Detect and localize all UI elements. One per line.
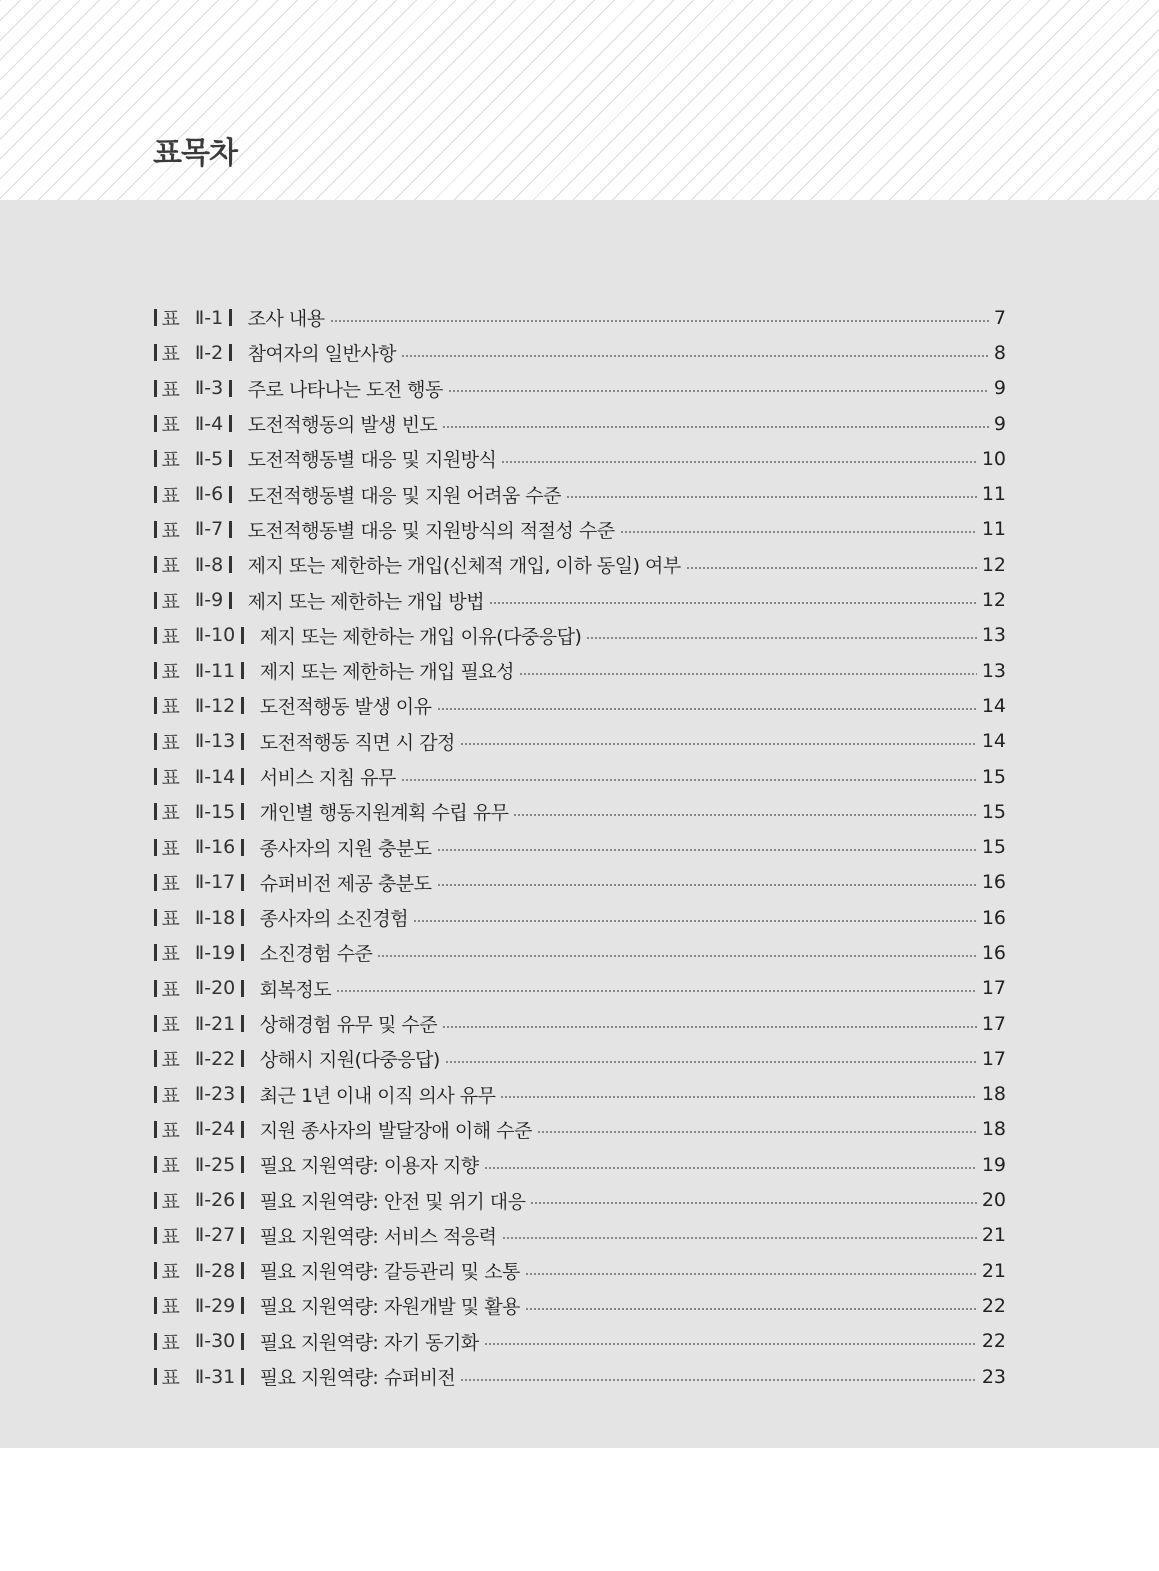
toc-entry[interactable] — [154, 618, 1006, 653]
entry-title: 제지 또는 제한하는 개입 방법 — [247, 590, 485, 613]
toc-entry[interactable] — [154, 1147, 1006, 1182]
entry-title: 필요 지원역량: 슈퍼비전 — [259, 1367, 456, 1390]
label-bracket-right — [241, 944, 244, 961]
entry-page-number: 18 — [981, 1083, 1006, 1106]
entry-page-number: 21 — [981, 1224, 1006, 1247]
label-bracket-left — [154, 309, 157, 326]
label-bracket-right — [241, 803, 244, 820]
entry-page-number: 17 — [981, 977, 1006, 1000]
toc-entry[interactable] — [154, 1112, 1006, 1147]
label-bracket-right — [241, 733, 244, 750]
entry-page-number: 20 — [981, 1189, 1006, 1212]
dot-leader — [489, 602, 977, 604]
label-bracket-left — [154, 944, 157, 961]
label-bracket-right — [241, 697, 244, 714]
label-bracket-left — [154, 1192, 157, 1209]
entry-label — [154, 587, 232, 614]
label-prefix: 표 — [161, 308, 180, 331]
entry-label — [154, 551, 232, 578]
entry-label — [154, 834, 244, 861]
label-bracket-right — [229, 415, 232, 432]
entry-page-number: 11 — [981, 483, 1006, 506]
label-bracket-left — [154, 344, 157, 361]
label-bracket-left — [154, 768, 157, 785]
entry-page-number: 17 — [981, 1047, 1006, 1070]
label-bracket-right — [241, 1227, 244, 1244]
entry-title: 도전적행동의 발생 빈도 — [247, 414, 438, 437]
entry-label — [154, 904, 244, 931]
dot-leader — [460, 1379, 977, 1381]
entry-title: 참여자의 일반사항 — [247, 343, 397, 366]
entry-title: 상해경험 유무 및 수준 — [259, 1014, 438, 1037]
dot-leader — [502, 1237, 977, 1239]
dot-leader — [445, 1061, 977, 1063]
toc-entry[interactable] — [154, 1359, 1006, 1394]
entry-page-number: 22 — [981, 1294, 1006, 1317]
entry-page-number: 17 — [981, 1012, 1006, 1035]
label-number: Ⅱ-19 — [194, 941, 236, 964]
label-prefix: 표 — [161, 943, 180, 966]
entry-title: 개인별 행동지원계획 수립 유무 — [259, 802, 509, 825]
entry-page-number: 15 — [981, 765, 1006, 788]
entry-title: 도전적행동별 대응 및 지원 어려움 수준 — [247, 484, 562, 507]
dot-leader — [530, 1202, 976, 1204]
entry-title: 제지 또는 제한하는 개입 필요성 — [259, 661, 515, 684]
label-bracket-left — [154, 697, 157, 714]
label-number: Ⅱ-13 — [194, 730, 236, 753]
dot-leader — [437, 708, 977, 710]
label-prefix: 표 — [161, 802, 180, 825]
entry-label — [154, 410, 232, 437]
entry-title: 최근 1년 이내 이직 의사 유무 — [259, 1084, 496, 1107]
entry-page-number: 7 — [993, 306, 1006, 329]
entry-title: 필요 지원역량: 자기 동기화 — [259, 1331, 479, 1354]
toc-entry[interactable] — [154, 865, 1006, 900]
entry-page-number: 9 — [993, 377, 1006, 400]
toc-entry[interactable] — [154, 829, 1006, 864]
label-bracket-left — [154, 662, 157, 679]
toc-entry[interactable] — [154, 653, 1006, 688]
dot-leader — [460, 743, 977, 745]
label-bracket-right — [241, 980, 244, 997]
label-bracket-left — [154, 1156, 157, 1173]
label-number: Ⅱ-20 — [194, 977, 236, 1000]
label-prefix: 표 — [161, 1119, 180, 1142]
label-prefix: 표 — [161, 449, 180, 472]
dot-leader — [437, 849, 977, 851]
dot-leader — [525, 1273, 977, 1275]
label-bracket-right — [241, 1297, 244, 1314]
label-number: Ⅱ-3 — [194, 377, 224, 400]
label-number: Ⅱ-18 — [194, 906, 236, 929]
label-bracket-left — [154, 1086, 157, 1103]
label-bracket-left — [154, 1121, 157, 1138]
label-prefix: 표 — [161, 555, 180, 578]
label-prefix: 표 — [161, 519, 180, 542]
toc-entry[interactable] — [154, 547, 1006, 582]
label-bracket-right — [241, 1086, 244, 1103]
label-prefix: 표 — [161, 1296, 180, 1319]
toc-entry[interactable] — [154, 1041, 1006, 1076]
entry-title: 도전적행동 직면 시 감정 — [259, 731, 455, 754]
dot-leader — [519, 673, 977, 675]
entry-title: 종사자의 소진경험 — [259, 908, 409, 931]
label-number: Ⅱ-31 — [194, 1365, 236, 1388]
entry-page-number: 11 — [981, 518, 1006, 541]
label-prefix: 표 — [161, 1049, 180, 1072]
label-bracket-left — [154, 556, 157, 573]
label-bracket-right — [241, 874, 244, 891]
label-bracket-left — [154, 1297, 157, 1314]
entry-page-number: 21 — [981, 1259, 1006, 1282]
label-bracket-left — [154, 1333, 157, 1350]
dot-leader — [484, 1343, 977, 1345]
label-prefix: 표 — [161, 484, 180, 507]
dot-leader — [537, 1131, 977, 1133]
entry-title: 서비스 지침 유무 — [259, 767, 396, 789]
label-number: Ⅱ-22 — [194, 1047, 236, 1070]
entry-title: 필요 지원역량: 갈등관리 및 소통 — [259, 1261, 520, 1284]
dot-leader — [401, 779, 977, 781]
dot-leader — [501, 461, 976, 463]
entry-label — [154, 763, 244, 790]
label-bracket-left — [154, 733, 157, 750]
dot-leader — [686, 567, 977, 569]
label-bracket-left — [154, 1227, 157, 1244]
dot-leader — [437, 884, 977, 886]
label-bracket-right — [241, 1333, 244, 1350]
label-prefix: 표 — [161, 1367, 180, 1390]
label-bracket-left — [154, 592, 157, 609]
entry-page-number: 16 — [981, 871, 1006, 894]
label-prefix: 표 — [161, 696, 180, 719]
entry-label — [154, 445, 232, 472]
page-title: 표목차 — [153, 136, 237, 171]
dot-leader — [442, 426, 989, 428]
label-number: Ⅱ-30 — [194, 1330, 236, 1353]
label-bracket-right — [241, 768, 244, 785]
entry-page-number: 13 — [981, 624, 1006, 647]
toc-entry[interactable] — [154, 759, 1006, 794]
toc-entry[interactable] — [154, 1182, 1006, 1217]
label-number: Ⅱ-15 — [194, 800, 236, 823]
entry-page-number: 12 — [981, 589, 1006, 612]
toc-entry[interactable] — [154, 371, 1006, 406]
entry-label — [154, 375, 232, 402]
label-prefix: 표 — [161, 414, 180, 437]
entry-label — [154, 869, 244, 896]
toc-entry[interactable] — [154, 688, 1006, 723]
entry-page-number: 10 — [981, 447, 1006, 470]
toc-entry[interactable] — [154, 1253, 1006, 1288]
label-number: Ⅱ-16 — [194, 836, 236, 859]
entry-label — [154, 1292, 244, 1319]
label-bracket-left — [154, 909, 157, 926]
label-prefix: 표 — [161, 1155, 180, 1178]
label-prefix: 표 — [161, 1084, 180, 1107]
label-bracket-left — [154, 521, 157, 538]
label-bracket-right — [229, 556, 232, 573]
dot-leader — [330, 320, 989, 322]
entry-label — [154, 728, 244, 755]
entry-page-number: 15 — [981, 800, 1006, 823]
label-bracket-left — [154, 980, 157, 997]
entry-label — [154, 1328, 244, 1355]
entry-label — [154, 1045, 244, 1072]
entry-label — [154, 481, 232, 508]
entry-label — [154, 1081, 244, 1108]
label-bracket-right — [241, 1192, 244, 1209]
entry-title: 필요 지원역량: 안전 및 위기 대응 — [259, 1190, 526, 1213]
label-bracket-left — [154, 415, 157, 432]
entry-title: 조사 내용 — [247, 308, 325, 331]
entry-label — [154, 798, 244, 825]
toc-entry[interactable] — [154, 1288, 1006, 1323]
label-number: Ⅱ-7 — [194, 518, 224, 541]
dot-leader — [513, 814, 976, 816]
label-prefix: 표 — [161, 767, 180, 789]
entry-page-number: 23 — [981, 1365, 1006, 1388]
entry-page-number: 19 — [981, 1153, 1006, 1176]
label-prefix: 표 — [161, 625, 180, 648]
label-prefix: 표 — [161, 1225, 180, 1248]
label-number: Ⅱ-10 — [194, 624, 236, 647]
label-prefix: 표 — [161, 590, 180, 613]
entry-title: 종사자의 지원 충분도 — [259, 837, 432, 860]
entry-label — [154, 339, 232, 366]
entry-title: 회복정도 — [259, 978, 332, 1001]
label-number: Ⅱ-11 — [194, 659, 236, 682]
entry-page-number: 14 — [981, 694, 1006, 717]
entry-label — [154, 657, 244, 684]
label-bracket-left — [154, 874, 157, 891]
toc-entry[interactable] — [154, 1077, 1006, 1112]
label-bracket-left — [154, 450, 157, 467]
label-prefix: 표 — [161, 661, 180, 684]
label-number: Ⅱ-26 — [194, 1189, 236, 1212]
label-bracket-right — [229, 486, 232, 503]
entry-title: 슈퍼비전 제공 충분도 — [259, 872, 432, 895]
entry-title: 제지 또는 제한하는 개입 이유(다중응답) — [259, 625, 582, 648]
dot-leader — [500, 1096, 976, 1098]
label-bracket-right — [229, 521, 232, 538]
entry-page-number: 13 — [981, 659, 1006, 682]
toc-entry[interactable] — [154, 476, 1006, 511]
toc-entry[interactable] — [154, 1218, 1006, 1253]
label-prefix: 표 — [161, 872, 180, 895]
toc-entry[interactable] — [154, 512, 1006, 547]
label-number: Ⅱ-4 — [194, 412, 224, 435]
entry-title: 지원 종사자의 발달장애 이해 수준 — [259, 1119, 532, 1142]
dot-leader — [586, 637, 976, 639]
label-bracket-right — [241, 909, 244, 926]
entry-label — [154, 692, 244, 719]
label-prefix: 표 — [161, 1014, 180, 1037]
dot-leader — [401, 355, 989, 357]
entry-label — [154, 1010, 244, 1037]
label-number: Ⅱ-24 — [194, 1118, 236, 1141]
label-number: Ⅱ-9 — [194, 589, 224, 612]
entry-title: 필요 지원역량: 서비스 적응력 — [259, 1225, 497, 1248]
entry-title: 주로 나타나는 도전 행동 — [247, 378, 443, 401]
label-prefix: 표 — [161, 378, 180, 401]
toc-entry[interactable] — [154, 1006, 1006, 1041]
entry-page-number: 8 — [993, 341, 1006, 364]
entry-title: 제지 또는 제한하는 개입(신체적 개입, 이하 동일) 여부 — [247, 555, 681, 578]
label-bracket-left — [154, 1015, 157, 1032]
label-number: Ⅱ-8 — [194, 553, 224, 576]
dot-leader — [442, 1026, 977, 1028]
label-prefix: 표 — [161, 731, 180, 754]
label-number: Ⅱ-6 — [194, 483, 224, 506]
toc-entry[interactable] — [154, 406, 1006, 441]
label-bracket-left — [154, 627, 157, 644]
label-bracket-right — [229, 309, 232, 326]
entry-label — [154, 1151, 244, 1178]
label-bracket-right — [241, 1050, 244, 1067]
entry-label — [154, 516, 232, 543]
label-bracket-left — [154, 1050, 157, 1067]
label-bracket-right — [241, 627, 244, 644]
toc-entry[interactable] — [154, 300, 1006, 335]
entry-page-number: 12 — [981, 553, 1006, 576]
label-bracket-right — [229, 344, 232, 361]
label-bracket-right — [241, 1368, 244, 1385]
label-number: Ⅱ-21 — [194, 1012, 236, 1035]
entry-page-number: 15 — [981, 836, 1006, 859]
entry-page-number: 22 — [981, 1330, 1006, 1353]
dot-leader — [525, 1308, 977, 1310]
label-bracket-right — [241, 662, 244, 679]
label-number: Ⅱ-28 — [194, 1259, 236, 1282]
entry-title: 상해시 지원(다중응답) — [259, 1049, 440, 1072]
entry-page-number: 18 — [981, 1118, 1006, 1141]
label-bracket-left — [154, 803, 157, 820]
entry-title: 필요 지원역량: 자원개발 및 활용 — [259, 1296, 520, 1319]
entry-label — [154, 1257, 244, 1284]
label-bracket-right — [241, 1156, 244, 1173]
label-bracket-left — [154, 486, 157, 503]
toc-entry[interactable] — [154, 582, 1006, 617]
entry-label — [154, 622, 244, 649]
entry-label — [154, 1187, 244, 1214]
label-bracket-left — [154, 1368, 157, 1385]
label-number: Ⅱ-5 — [194, 447, 224, 470]
label-number: Ⅱ-27 — [194, 1224, 236, 1247]
toc-entry[interactable] — [154, 900, 1006, 935]
label-number: Ⅱ-2 — [194, 341, 224, 364]
label-prefix: 표 — [161, 1331, 180, 1354]
label-bracket-right — [241, 1121, 244, 1138]
dot-leader — [566, 496, 977, 498]
label-bracket-right — [229, 380, 232, 397]
toc-entry[interactable] — [154, 794, 1006, 829]
label-bracket-left — [154, 839, 157, 856]
label-bracket-right — [229, 450, 232, 467]
toc-entry[interactable] — [154, 1324, 1006, 1359]
label-number: Ⅱ-23 — [194, 1083, 236, 1106]
dot-leader — [413, 920, 977, 922]
label-number: Ⅱ-29 — [194, 1294, 236, 1317]
toc-entry[interactable] — [154, 935, 1006, 970]
toc-entry[interactable] — [154, 335, 1006, 370]
entry-label — [154, 975, 244, 1002]
label-number: Ⅱ-17 — [194, 871, 236, 894]
toc-entry[interactable] — [154, 441, 1006, 476]
entry-title: 소진경험 수준 — [259, 943, 373, 966]
entry-label — [154, 1116, 244, 1143]
entry-page-number: 16 — [981, 906, 1006, 929]
label-number: Ⅱ-25 — [194, 1153, 236, 1176]
label-number: Ⅱ-14 — [194, 765, 236, 788]
label-number: Ⅱ-12 — [194, 694, 236, 717]
label-number: Ⅱ-1 — [194, 306, 224, 329]
toc-entry[interactable] — [154, 971, 1006, 1006]
entry-label — [154, 1222, 244, 1249]
label-bracket-right — [241, 1015, 244, 1032]
label-prefix: 표 — [161, 978, 180, 1001]
label-bracket-left — [154, 1262, 157, 1279]
toc-entry[interactable] — [154, 724, 1006, 759]
entry-title: 필요 지원역량: 이용자 지향 — [259, 1155, 479, 1178]
entry-page-number: 9 — [993, 412, 1006, 435]
label-prefix: 표 — [161, 1190, 180, 1213]
entry-label — [154, 304, 232, 331]
dot-leader — [484, 1167, 977, 1169]
entry-title: 도전적행동별 대응 및 지원방식의 적절성 수준 — [247, 519, 615, 542]
entry-page-number: 16 — [981, 941, 1006, 964]
label-prefix: 표 — [161, 837, 180, 860]
dot-leader — [377, 955, 976, 957]
label-prefix: 표 — [161, 343, 180, 366]
label-bracket-right — [241, 839, 244, 856]
label-prefix: 표 — [161, 908, 180, 931]
label-bracket-right — [241, 1262, 244, 1279]
label-prefix: 표 — [161, 1261, 180, 1284]
dot-leader — [448, 390, 989, 392]
entry-label — [154, 1363, 244, 1390]
entry-title: 도전적행동 발생 이유 — [259, 696, 432, 719]
label-bracket-left — [154, 380, 157, 397]
entry-page-number: 14 — [981, 730, 1006, 753]
entry-title: 도전적행동별 대응 및 지원방식 — [247, 449, 497, 472]
dot-leader — [620, 531, 977, 533]
dot-leader — [336, 990, 977, 992]
entry-label — [154, 939, 244, 966]
table-of-contents-list — [154, 300, 1006, 1394]
label-bracket-right — [229, 592, 232, 609]
